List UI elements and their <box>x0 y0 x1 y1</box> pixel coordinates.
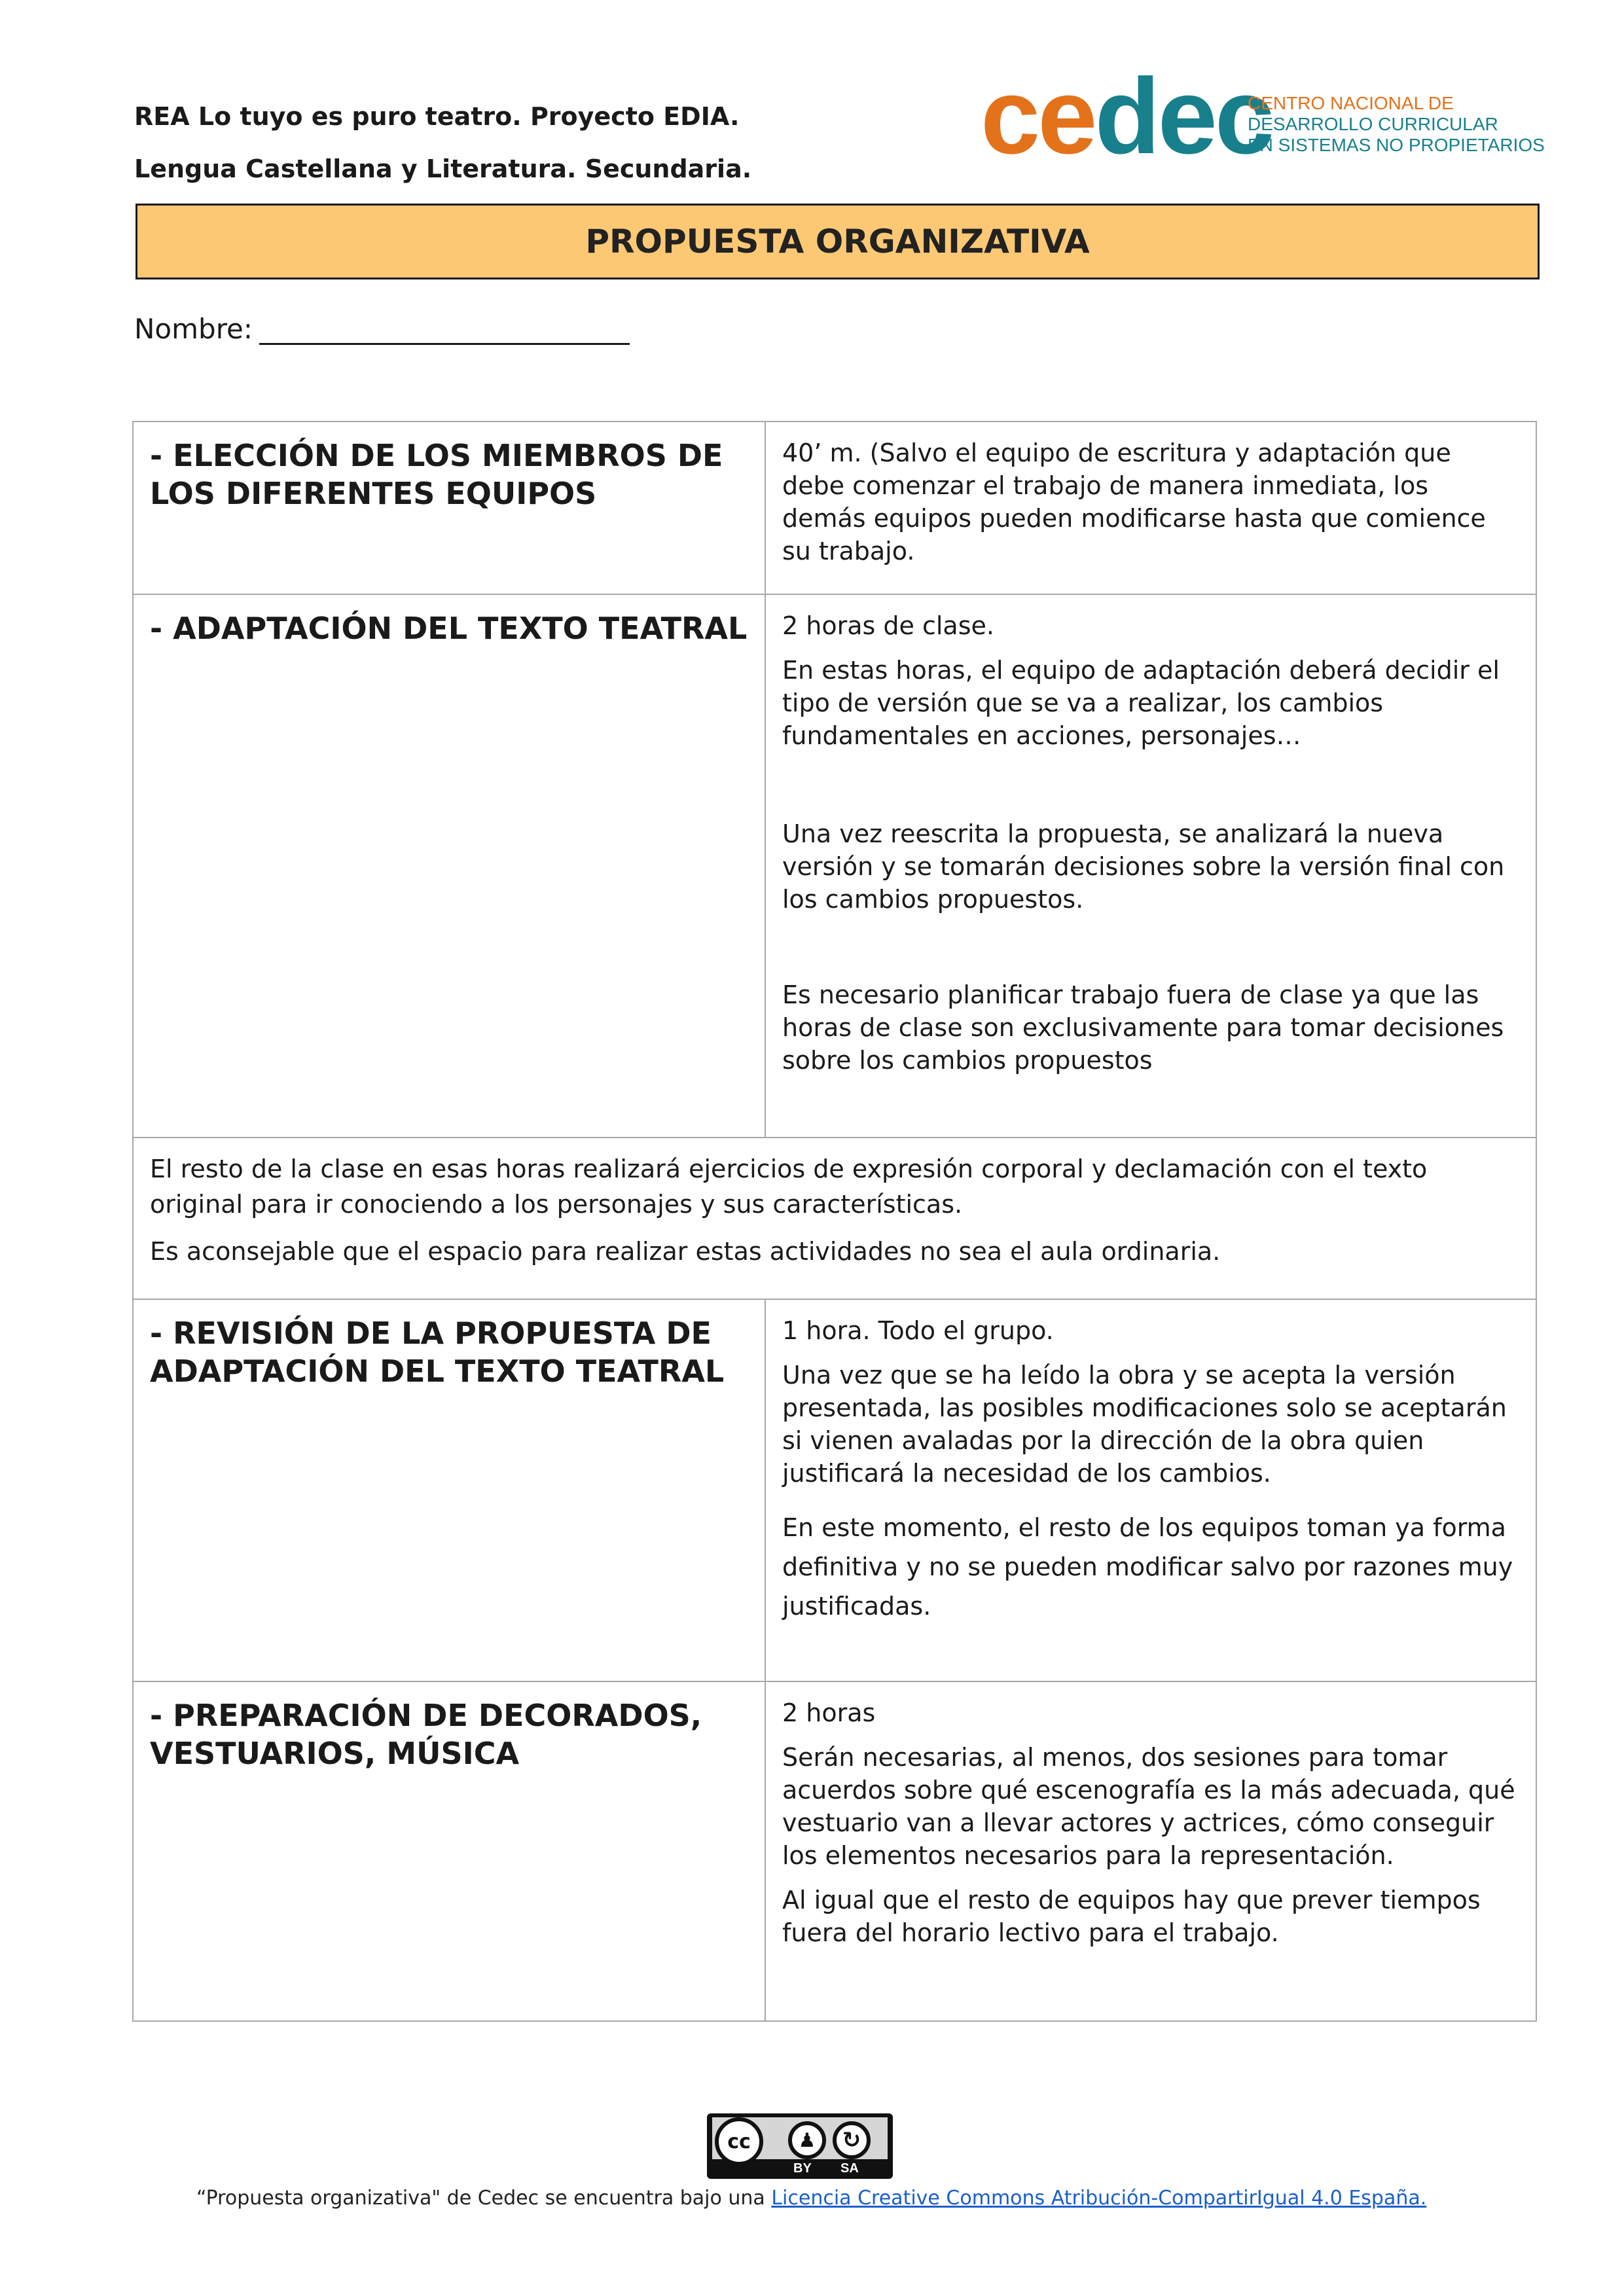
nombre-blank-line[interactable] <box>259 314 630 345</box>
organization-table <box>132 421 1537 2022</box>
nombre-label: Nombre: <box>134 313 253 345</box>
table-row <box>133 594 1536 1138</box>
sa-label: SA <box>840 2161 859 2176</box>
row-heading: - ADAPTACIÓN DEL TEXTO TEATRAL <box>133 594 765 1138</box>
description-paragraph: En este momento, el resto de los equipos toman ya forma definitiva y no se pueden modificar salvo por razones muy justificadas. <box>782 1513 1513 1621</box>
description-paragraph: Una vez reescrita la propuesta, se analizará la nueva versión y se tomarán decisiones sobre la versión final con los cambios propuestos. <box>782 819 1505 914</box>
description-paragraph: 1 hora. Todo el grupo. <box>782 1316 1054 1345</box>
note-paragraph: Es aconsejable que el espacio para realizar estas actividades no sea el aula ordinaria. <box>150 1237 1221 1266</box>
description-paragraph: Una vez que se ha leído la obra y se acepta la versión presentada, las posibles modificaciones solo se aceptarán si vienen avaladas por la dirección de la obra quien justificará la necesidad de los cambios. <box>782 1361 1507 1488</box>
row-description <box>765 1681 1536 2021</box>
header-line-1: REA Lo tuyo es puro teatro. Proyecto EDIA. <box>134 102 740 131</box>
cc-icon: cc <box>715 2117 763 2166</box>
description-paragraph: 2 horas <box>782 1698 876 1727</box>
description-paragraph: Al igual que el resto de equipos hay que prever tiempos fuera del horario lectivo para el trabajo. <box>782 1886 1481 1947</box>
description-paragraph: En estas horas, el equipo de adaptación deberá decidir el tipo de versión que se va a realizar, los cambios fundamentales en acciones, personajes… <box>782 656 1500 750</box>
table-row <box>133 1138 1536 1299</box>
table-row <box>133 422 1536 594</box>
document-header <box>134 90 920 195</box>
full-width-note <box>133 1138 1536 1299</box>
cc-by-sa-license-badge[interactable] <box>707 2113 893 2179</box>
row-description <box>765 1299 1536 1681</box>
cedec-logo <box>981 56 1557 176</box>
row-heading: - PREPARACIÓN DE DECORADOS, VESTUARIOS, MÚSICA <box>133 1681 765 2021</box>
description-paragraph: Serán necesarias, al menos, dos sesiones para tomar acuerdos sobre qué escenografía es la más adecuada, qué vestuario van a llevar actores y actrices, cómo conseguir los elementos necesarios para la representación. <box>782 1743 1515 1870</box>
cedec-logo-wordmark: cedec <box>981 56 1272 176</box>
header-line-2: Lengua Castellana y Literatura. Secundaria. <box>134 154 752 183</box>
by-label: BY <box>793 2161 812 2176</box>
nombre-field <box>134 313 630 345</box>
table-row <box>133 1299 1536 1681</box>
license-footer <box>196 2187 1426 2210</box>
share-alike-icon: ↻ <box>833 2121 871 2159</box>
footer-text: “Propuesta organizativa" de Cedec se encuentra bajo una <box>196 2187 772 2210</box>
table-row <box>133 1681 1536 2021</box>
row-heading: - REVISIÓN DE LA PROPUESTA DE ADAPTACIÓN DEL TEXTO TEATRAL <box>133 1299 765 1681</box>
license-link[interactable]: Licencia Creative Commons Atribución-CompartirIgual 4.0 España. <box>771 2187 1427 2210</box>
description-paragraph: 2 horas de clase. <box>782 611 994 640</box>
page-title-box <box>135 204 1540 279</box>
row-heading: - ELECCIÓN DE LOS MIEMBROS DE LOS DIFERENTES EQUIPOS <box>133 422 765 594</box>
cedec-logo-tagline: CENTRO NACIONAL DE DESARROLLO CURRICULAR EN SISTEMAS NO PROPIETARIOS <box>1248 93 1545 155</box>
row-description <box>765 422 1536 594</box>
row-description <box>765 594 1536 1138</box>
note-paragraph: El resto de la clase en esas horas realizará ejercicios de expresión corporal y declamación con el texto original para ir conociendo a los personajes y sus características. <box>150 1155 1428 1219</box>
description-paragraph: 40’ m. (Salvo el equipo de escritura y adaptación que debe comenzar el trabajo de manera inmediata, los demás equipos pueden modificarse hasta que comience su trabajo. <box>782 439 1486 565</box>
attribution-person-icon: ♟ <box>788 2121 826 2159</box>
page-title: PROPUESTA ORGANIZATIVA <box>585 223 1090 260</box>
description-paragraph: Es necesario planificar trabajo fuera de clase ya que las horas de clase son exclusivamente para tomar decisiones sobre los cambios propuestos <box>782 980 1504 1075</box>
